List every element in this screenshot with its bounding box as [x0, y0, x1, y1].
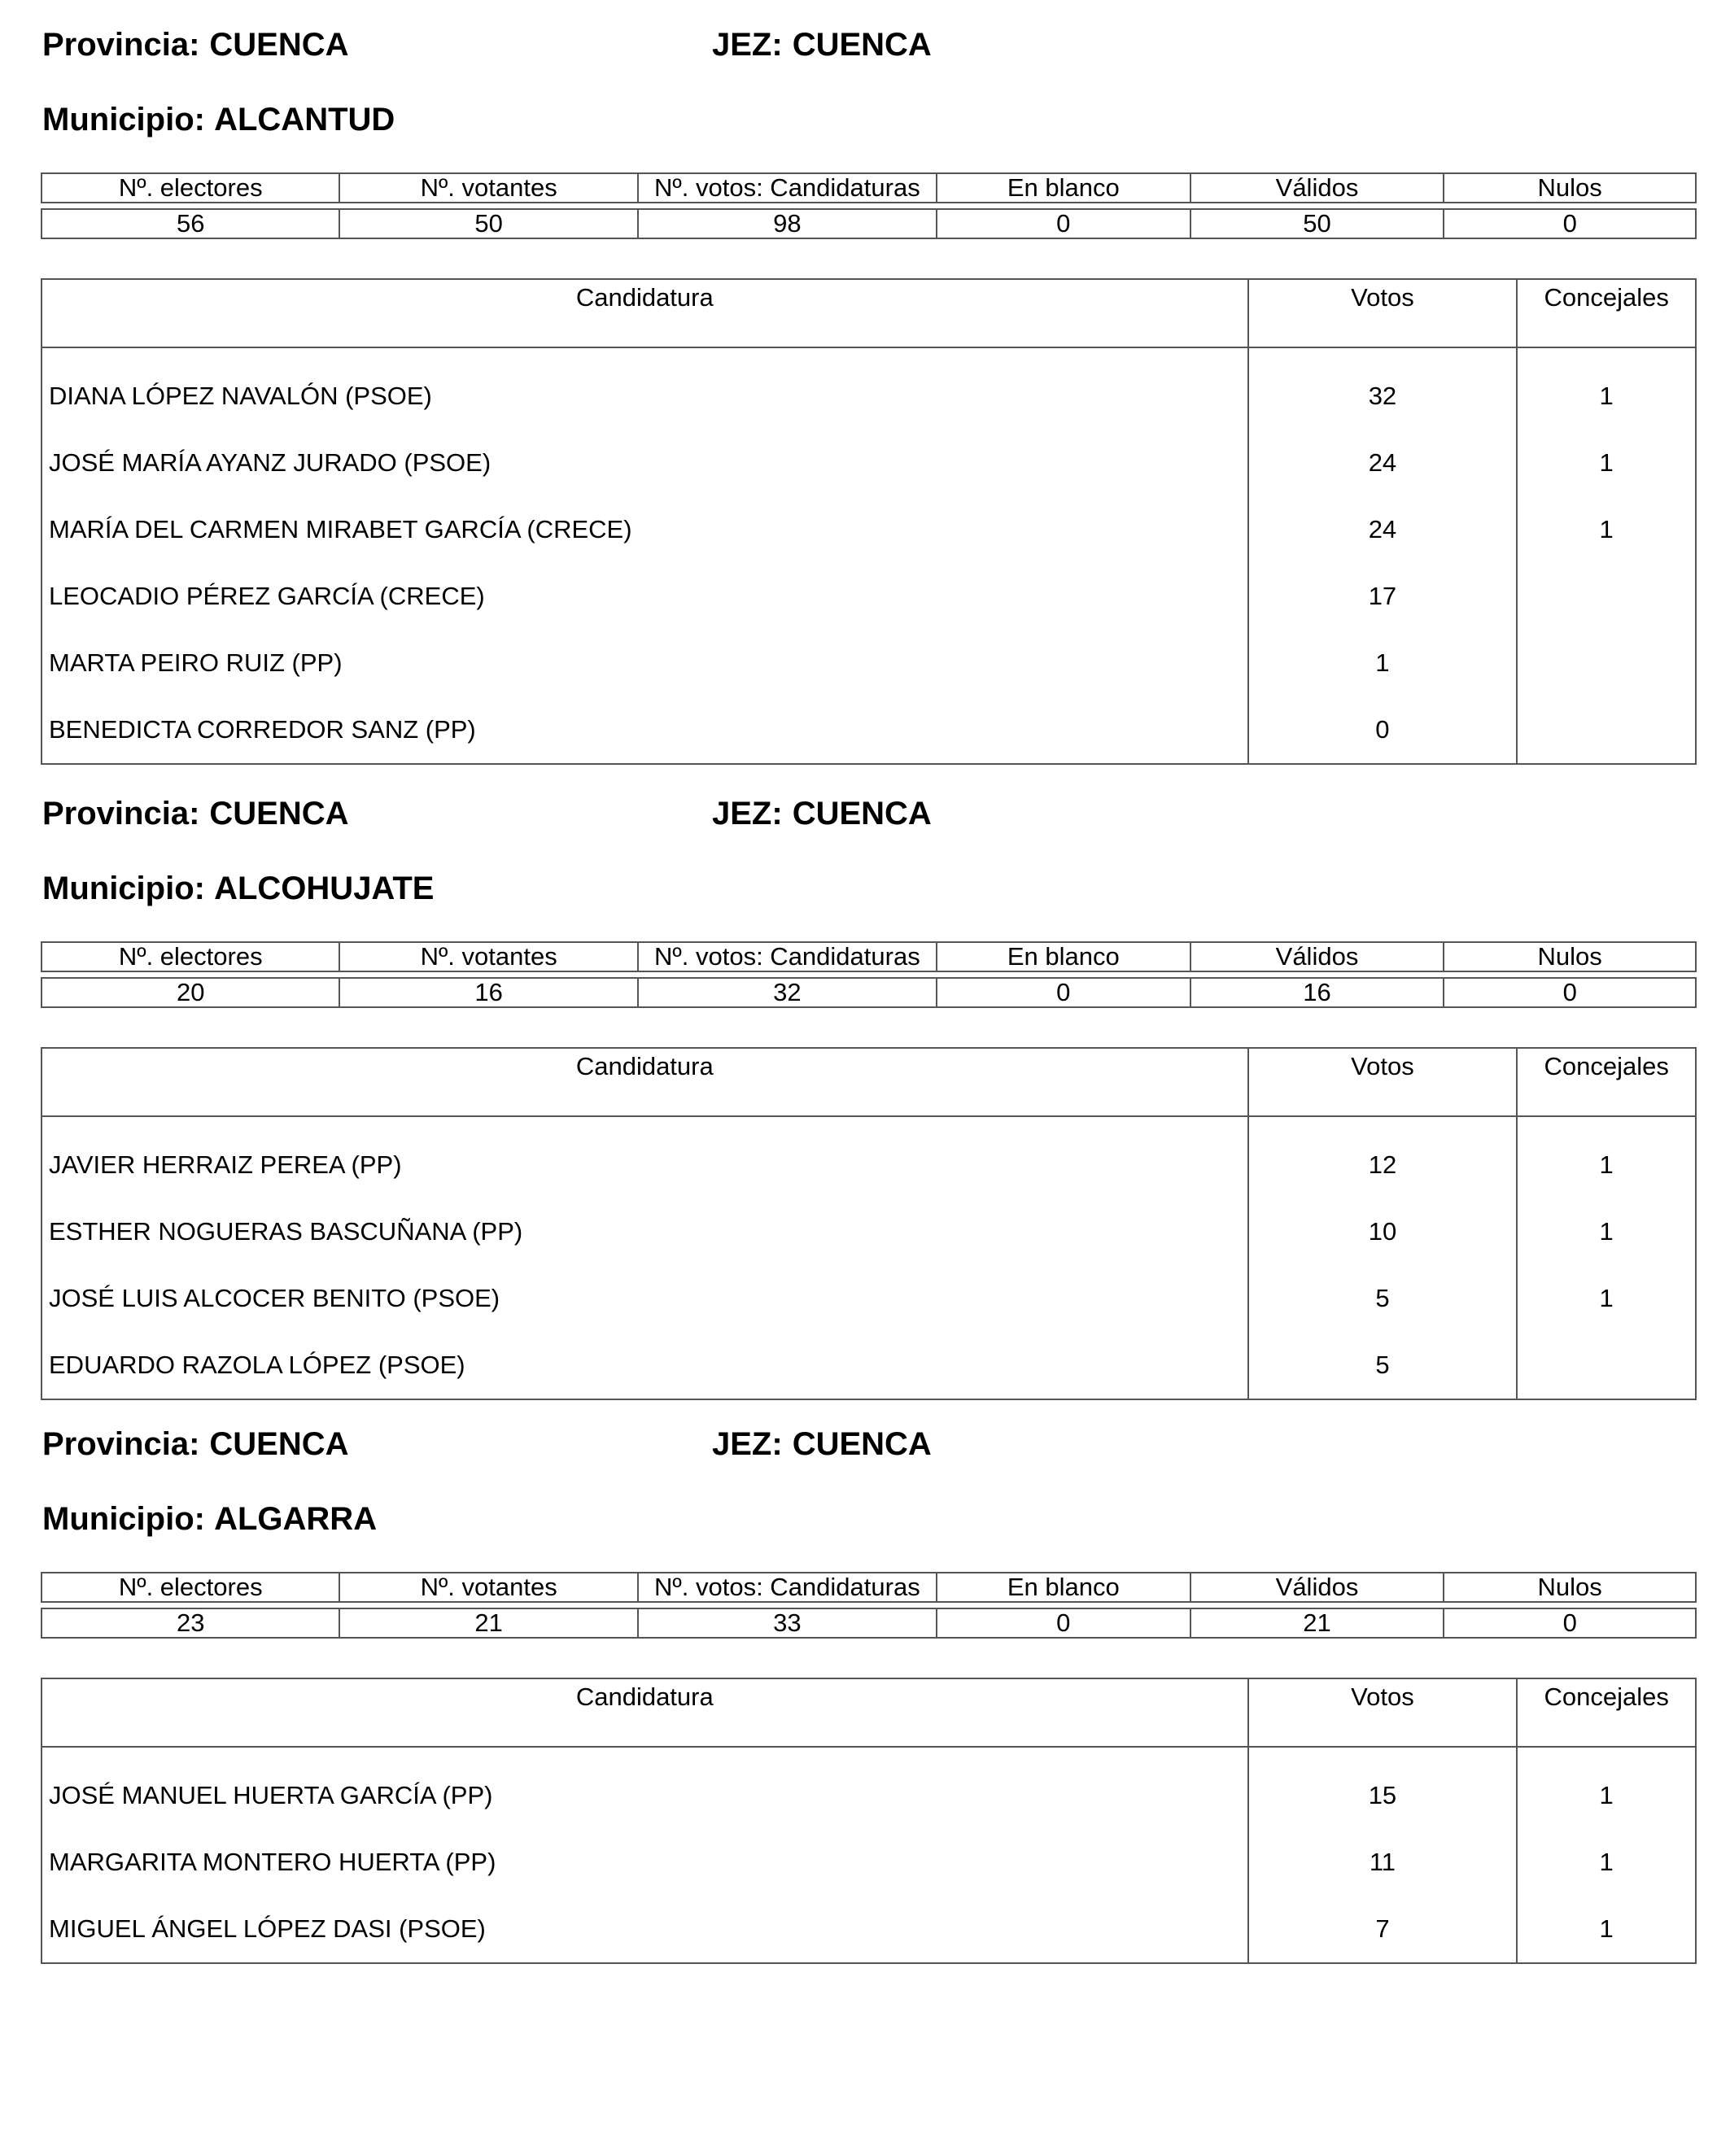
summary-header-row [42, 1573, 1696, 1602]
candidate-concejales: 1 [1517, 1829, 1696, 1896]
col-nulos: Nulos [1444, 173, 1696, 203]
candidate-concejales: 1 [1517, 496, 1696, 563]
jez-label: JEZ: [712, 1426, 783, 1462]
col-votos-candidaturas: Nº. votos: Candidaturas [638, 173, 937, 203]
votos-candidaturas-value: 32 [638, 978, 937, 1007]
col-electores: Nº. electores [42, 173, 339, 203]
summary-values-row [42, 1608, 1696, 1638]
col-candidatura: Candidatura [42, 279, 1248, 347]
col-nulos: Nulos [1444, 942, 1696, 971]
municipio-value: ALGARRA [214, 1501, 378, 1537]
table-row [42, 430, 1696, 496]
candidate-concejales: 1 [1517, 1747, 1696, 1829]
candidate-votos: 10 [1248, 1198, 1518, 1265]
municipio-value: ALCOHUJATE [214, 871, 435, 906]
table-row [42, 1332, 1696, 1399]
municipio-label: Municipio: [42, 871, 205, 906]
col-validos: Válidos [1190, 942, 1444, 971]
jez-value: CUENCA [792, 796, 932, 831]
candidate-name: MARTA PEIRO RUIZ (PP) [42, 630, 1248, 696]
municipality-section [41, 1424, 1697, 2156]
candidate-votos: 5 [1248, 1265, 1518, 1332]
col-en-blanco: En blanco [937, 173, 1190, 203]
col-votantes: Nº. votantes [339, 173, 637, 203]
candidate-votos: 24 [1248, 430, 1518, 496]
col-electores: Nº. electores [42, 1573, 339, 1602]
table-row [42, 1896, 1696, 1963]
candidate-name: JOSÉ LUIS ALCOCER BENITO (PSOE) [42, 1265, 1248, 1332]
candidate-concejales: 1 [1517, 1198, 1696, 1265]
col-votantes: Nº. votantes [339, 1573, 637, 1602]
nulos-value: 0 [1444, 209, 1696, 238]
jez-value: CUENCA [792, 1426, 932, 1462]
candidates-header-row [42, 1678, 1696, 1747]
provincia-value: CUENCA [209, 796, 349, 831]
province-header [42, 24, 932, 65]
col-votos: Votos [1248, 1048, 1518, 1116]
table-row [42, 347, 1696, 430]
candidate-name: LEOCADIO PÉREZ GARCÍA (CRECE) [42, 563, 1248, 630]
summary-header-row [42, 173, 1696, 203]
col-validos: Válidos [1190, 1573, 1444, 1602]
en-blanco-value: 0 [937, 1608, 1190, 1638]
provincia-value: CUENCA [209, 1426, 349, 1462]
table-row [42, 1265, 1696, 1332]
candidate-concejales: 1 [1517, 347, 1696, 430]
table-row [42, 630, 1696, 696]
candidate-concejales [1517, 630, 1696, 696]
table-row [42, 696, 1696, 764]
col-candidatura: Candidatura [42, 1678, 1248, 1747]
candidate-concejales: 1 [1517, 1896, 1696, 1963]
candidates-header-row [42, 1048, 1696, 1116]
provincia-label: Provincia: [42, 1426, 200, 1462]
electores-value: 56 [42, 209, 339, 238]
votos-candidaturas-value: 33 [638, 1608, 937, 1638]
votos-candidaturas-value: 98 [638, 209, 937, 238]
candidate-name: BENEDICTA CORREDOR SANZ (PP) [42, 696, 1248, 764]
candidate-votos: 11 [1248, 1829, 1518, 1896]
candidate-votos: 5 [1248, 1332, 1518, 1399]
table-row [42, 563, 1696, 630]
candidate-name: DIANA LÓPEZ NAVALÓN (PSOE) [42, 347, 1248, 430]
col-concejales: Concejales [1517, 1678, 1696, 1747]
col-validos: Válidos [1190, 173, 1444, 203]
table-row [42, 496, 1696, 563]
municipality-section [41, 24, 1697, 757]
candidates-header-row [42, 279, 1696, 347]
col-votantes: Nº. votantes [339, 942, 637, 971]
candidate-votos: 1 [1248, 630, 1518, 696]
jez-value: CUENCA [792, 27, 932, 63]
candidate-votos: 0 [1248, 696, 1518, 764]
candidate-concejales: 1 [1517, 1116, 1696, 1198]
votantes-value: 50 [339, 209, 637, 238]
votantes-value: 16 [339, 978, 637, 1007]
jez-label: JEZ: [712, 27, 783, 63]
table-row [42, 1116, 1696, 1198]
nulos-value: 0 [1444, 1608, 1696, 1638]
table-row [42, 1198, 1696, 1265]
provincia-value: CUENCA [209, 27, 349, 63]
province-header [42, 1424, 932, 1464]
candidate-concejales [1517, 563, 1696, 630]
candidate-votos: 12 [1248, 1116, 1518, 1198]
col-en-blanco: En blanco [937, 1573, 1190, 1602]
candidate-name: ESTHER NOGUERAS BASCUÑANA (PP) [42, 1198, 1248, 1265]
summary-table [41, 1572, 1697, 1639]
col-votos-candidaturas: Nº. votos: Candidaturas [638, 942, 937, 971]
candidate-concejales: 1 [1517, 1265, 1696, 1332]
summary-header-row [42, 942, 1696, 971]
provincia-label: Provincia: [42, 27, 200, 63]
summary-values-row [42, 209, 1696, 238]
province-header [42, 793, 932, 834]
validos-value: 21 [1190, 1608, 1444, 1638]
candidate-name: MARGARITA MONTERO HUERTA (PP) [42, 1829, 1248, 1896]
votantes-value: 21 [339, 1608, 637, 1638]
candidates-table [41, 278, 1697, 765]
municipality-header [42, 1499, 377, 1539]
summary-values-row [42, 978, 1696, 1007]
candidates-table [41, 1678, 1697, 1964]
col-candidatura: Candidatura [42, 1048, 1248, 1116]
electores-value: 23 [42, 1608, 339, 1638]
col-votos-candidaturas: Nº. votos: Candidaturas [638, 1573, 937, 1602]
col-electores: Nº. electores [42, 942, 339, 971]
validos-value: 16 [1190, 978, 1444, 1007]
col-votos: Votos [1248, 1678, 1518, 1747]
candidate-votos: 17 [1248, 563, 1518, 630]
table-row [42, 1829, 1696, 1896]
validos-value: 50 [1190, 209, 1444, 238]
municipio-value: ALCANTUD [214, 102, 395, 137]
candidate-votos: 32 [1248, 347, 1518, 430]
candidate-concejales [1517, 1332, 1696, 1399]
candidate-name: JOSÉ MARÍA AYANZ JURADO (PSOE) [42, 430, 1248, 496]
electores-value: 20 [42, 978, 339, 1007]
col-nulos: Nulos [1444, 1573, 1696, 1602]
candidate-votos: 15 [1248, 1747, 1518, 1829]
candidate-name: JOSÉ MANUEL HUERTA GARCÍA (PP) [42, 1747, 1248, 1829]
municipio-label: Municipio: [42, 102, 205, 137]
candidates-table [41, 1047, 1697, 1400]
col-en-blanco: En blanco [937, 942, 1190, 971]
provincia-label: Provincia: [42, 796, 200, 831]
municipality-section [41, 793, 1697, 1525]
nulos-value: 0 [1444, 978, 1696, 1007]
candidate-votos: 7 [1248, 1896, 1518, 1963]
municipality-header [42, 868, 434, 909]
table-row [42, 1747, 1696, 1829]
summary-table [41, 941, 1697, 1008]
candidate-name: MIGUEL ÁNGEL LÓPEZ DASI (PSOE) [42, 1896, 1248, 1963]
summary-table [41, 172, 1697, 239]
candidate-name: MARÍA DEL CARMEN MIRABET GARCÍA (CRECE) [42, 496, 1248, 563]
en-blanco-value: 0 [937, 978, 1190, 1007]
candidate-votos: 24 [1248, 496, 1518, 563]
candidate-name: JAVIER HERRAIZ PEREA (PP) [42, 1116, 1248, 1198]
jez-label: JEZ: [712, 796, 783, 831]
col-concejales: Concejales [1517, 1048, 1696, 1116]
col-votos: Votos [1248, 279, 1518, 347]
candidate-name: EDUARDO RAZOLA LÓPEZ (PSOE) [42, 1332, 1248, 1399]
candidate-concejales [1517, 696, 1696, 764]
col-concejales: Concejales [1517, 279, 1696, 347]
municipality-header [42, 99, 395, 140]
candidate-concejales: 1 [1517, 430, 1696, 496]
en-blanco-value: 0 [937, 209, 1190, 238]
municipio-label: Municipio: [42, 1501, 205, 1537]
